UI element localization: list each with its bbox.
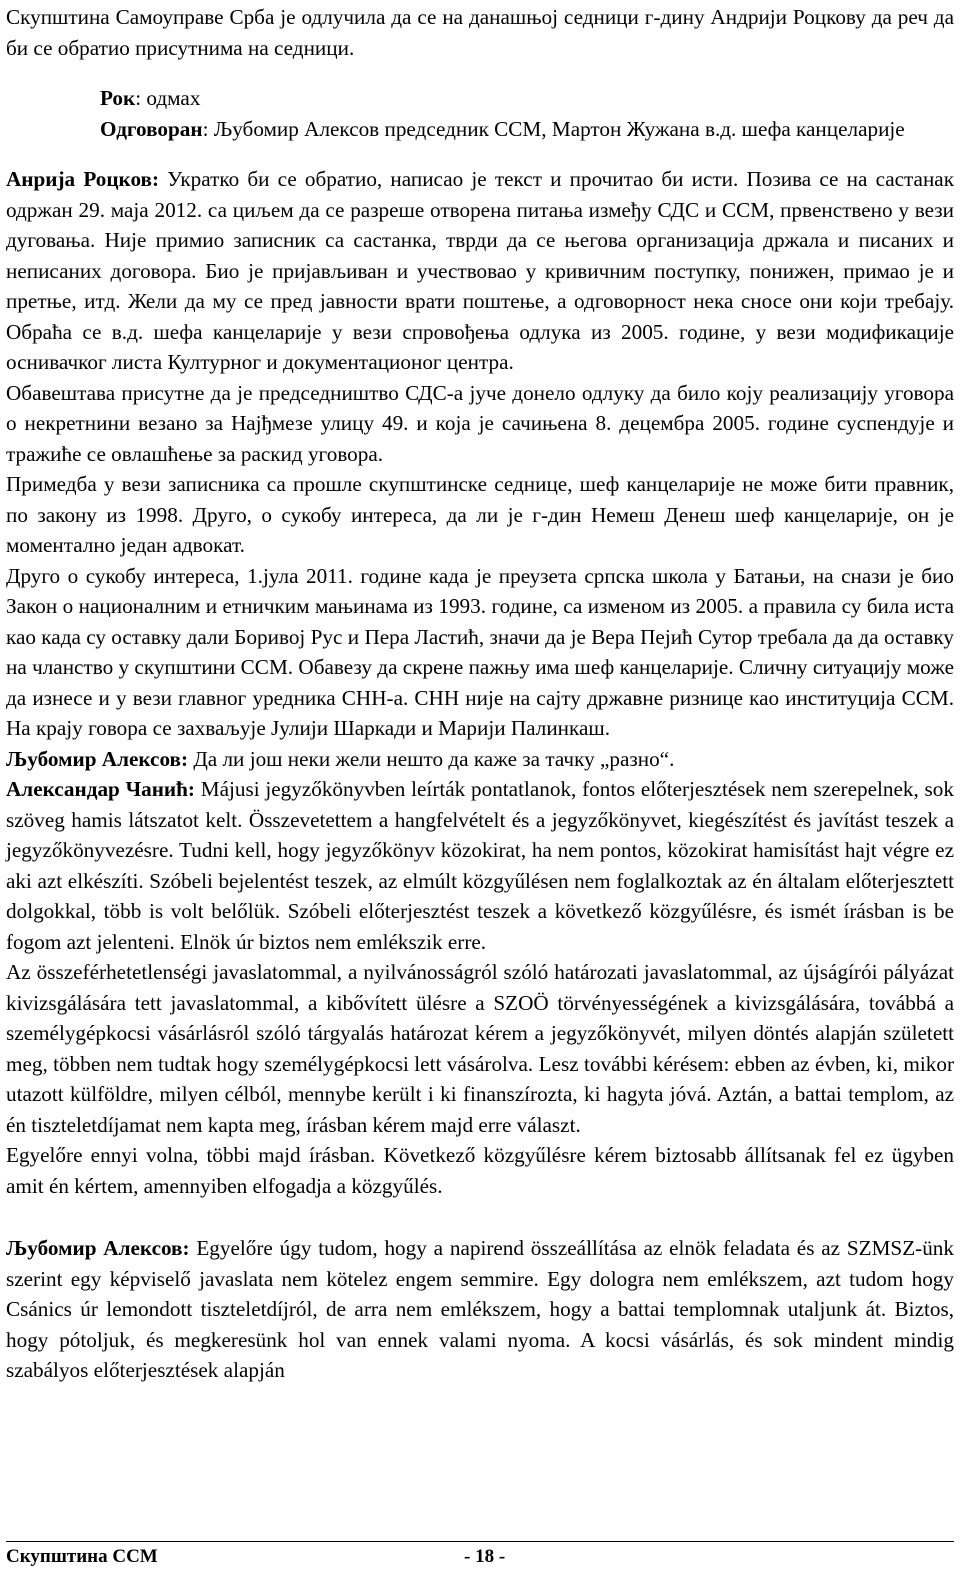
paragraph-conflict-of-interest: Друго о сукобу интереса, 1.јула 2011. године када је преузета српска школа у Батањи, на снази је био Закон о националним и етничким мањинама из 1993. године, са изменом из 2005. а правила су била иста као када су оставку дали Боривој Рус и Пера Ластић, значи да је Вера Пејић Сутор требала да да оставку на чланство у скупштини ССМ. Обавезу да скрене пажњу има шеф канцеларије. Сличну ситуацију може да изнесе и у вези главног уредника СНН-а. СНН није на сајту државне ризнице као институција ССМ. На крају говора се захваљује Јулији Шаркади и Марији Палинкаш.	[6, 563, 954, 740]
page-footer	[6, 1541, 954, 1572]
intro-paragraph: Скупштина Самоуправе Срба је одлучила да се на данашњој седници г-дину Андрији Роцкову да реч да би се обратио присутнима на седници.	[6, 5, 954, 60]
responsible-label: Одговоран	[100, 116, 203, 141]
speech-text: Да ли још неки жели нешто да каже за тачку „разно“.	[188, 746, 675, 771]
speech-text: Májusi jegyzőkönyvben leírták pontatlanok, fontos előterjesztések nem szerepelnek, sok szöveg hamis látszatot kelt. Összevetettem a hangfelvételt és a jegyzőkönyvet, kiegészítést és javítást teszek a jegyzőkönyvezésre. Tudni kell, hogy jegyzőkönyv közokirat, ha nem pontos, közokirat hamisítást hajt végre ez aki azt elkészíti. Szóbeli bejelentést teszek, az elmúlt közgyűlésen nem foglalkoztak az én általam előterjesztett dolgokkal, több is volt belőlük. Szóbeli előterjesztést teszek a következő közgyűlésre, és ismét írásban is be fogom azt jelenteni. Elnök úr biztos nem emlékszik erre.	[6, 777, 954, 954]
paragraph-rockov	[6, 164, 954, 378]
speech-text: Egyelőre úgy tudom, hogy a napirend összeállítása az elnök feladata és az SZMSZ-ünk szerint egy képviselő javaslata nem kötelez engem semmire. Egy dologra nem emlékszem, azt tudom hogy Csánics úr lemondott tiszteletdíjról, de arra nem emlékszem, hogy a battai templomnak utaljunk át. Biztos, hogy pótoljuk, és megkeresünk hol van ennek valami nyoma. A kocsi vásárlás, és sok mindent mindig szabályos előterjesztések alapján	[6, 1236, 954, 1382]
footer-title: Скупштина ССМ	[6, 1546, 158, 1567]
speaker-name: Љубомир Алексов:	[6, 746, 189, 771]
paragraph-canic	[6, 774, 954, 957]
deadline-label: Рок	[100, 86, 136, 110]
deadline-line	[100, 83, 954, 114]
deadline-value: : одмах	[135, 86, 201, 110]
paragraph-aleksov-question	[6, 744, 954, 775]
responsible-value: : Љубомир Алексов председник ССМ, Мартон Жужана в.д. шефа канцеларије	[202, 116, 905, 141]
paragraph-closing: Egyelőre ennyi volna, többi majd írásban. Következő közgyűlésre kérem biztosabb állítsanak fel ez ügyben amit én kértem, amennyiben elfogadja a közgyűlés.	[6, 1143, 954, 1198]
deadline-block	[6, 83, 954, 144]
speaker-name: Александар Чанић:	[6, 777, 195, 801]
paragraph-minutes-remark: Примедба у вези записника са прошле скупштинске седнице, шеф канцеларије не може бити правник, по закону из 1998. Друго, о сукобу интереса, да ли је г-дин Немеш Денеш шеф канцеларије, он је моментално један адвокат.	[6, 472, 954, 557]
speaker-name: Анрија Роцков:	[6, 167, 160, 191]
speech-text: Укратко би се обратио, написао је текст и прочитао би исти. Позива се на састанак одржан 29. маја 2012. са циљем да се разреше отворена питања између СДС и ССМ, првенствено у вези дуговања. Није примио записник са састанка, тврди да се његова организација држала и писаних и неписаних договора. Био је пријављиван и учествовао у кривичним поступку, понижен, примао је и претње, итд. Жели да му се пред јавности врати поштење, а одговорност нека сносе они који требају. Обраћа се в.д. шефа канцеларије у вези спровођења одлука из 2005. године, у вези модификације оснивачког листа Културног и документационог центра.	[6, 167, 954, 374]
paragraph-proposals: Az összeférhetetlenségi javaslatommal, a nyilvánosságról szóló határozati javaslatommal, az újságírói pályázat kivizsgálására tett javaslatommal, a kibővített ülésre a SZOÖ törvényességének a kivizsgálására, továbbá a személygépkocsi vásárlásról szóló tárgyalás határozat kérem a jegyzőkönyvét, milyen döntés alapján született meg, többen nem tudtak hogy személygépkocsi lett vásárolva. Lesz további kérésem: ebben az évben, ki, mikor utazott külföldre, milyen célból, mennybe került i ki finanszírozta, ki hagyta jóvá. Aztán, a battai templom, az én tiszteletdíjamat nem kapta meg, írásban kérem majd erre választ.	[6, 960, 954, 1137]
paragraph-decision: Обавештава присутне да је председништво СДС-а јуче донело одлуку да било коју реализацију уговора о некретнини везано за Најђмезе улицу 49. и која је сачињена 8. децембра 2005. године суспендује и тражиће се овлашћење за раскид уговора.	[6, 380, 954, 466]
paragraph-aleksov-reply	[6, 1233, 954, 1386]
responsible-line	[100, 114, 954, 145]
speaker-name: Љубомир Алексов:	[6, 1236, 190, 1260]
page-number: - 18 -	[464, 1546, 506, 1567]
